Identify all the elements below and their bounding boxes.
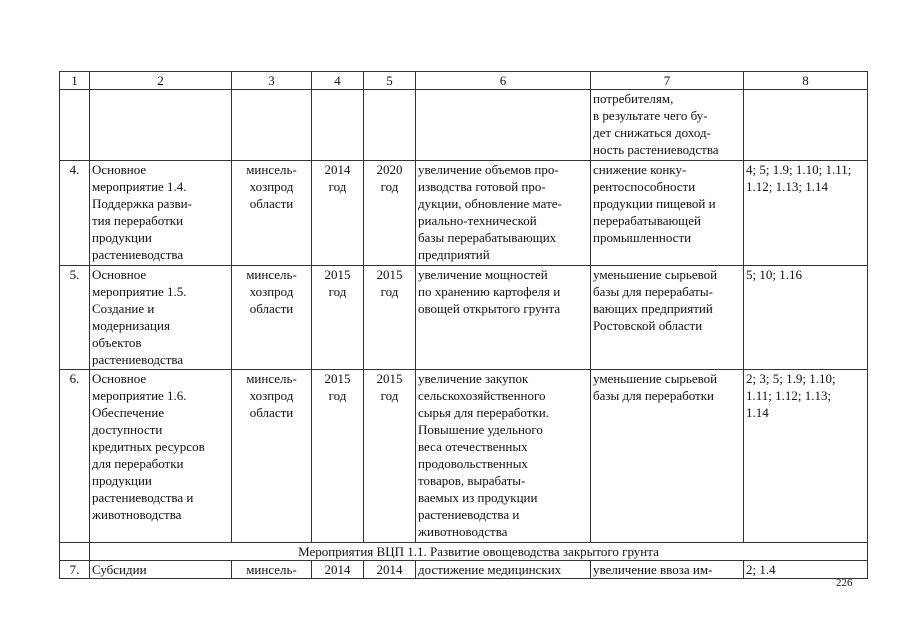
end-year-cell: 2014 <box>364 561 416 579</box>
indicators-cell: 5; 10; 1.16 <box>744 266 868 370</box>
section-title-row <box>60 543 868 561</box>
executor-cell: минсель- хозпрод области <box>232 370 312 543</box>
measures-table <box>59 71 868 579</box>
consequence-cell: уменьшение сырьевой базы для переработки <box>591 370 744 543</box>
expected-result-cell: увеличение мощностей по хранению картофеля и овощей открытого грунта <box>416 266 591 370</box>
expected-result-cell: достижение медицинских <box>416 561 591 579</box>
cell-line: ность растениеводства <box>593 142 719 157</box>
header-cell: 4 <box>312 72 364 90</box>
executor-cell: минсель- <box>232 561 312 579</box>
start-year-cell: 2014 год <box>312 161 364 266</box>
expected-result-cell: увеличение объемов про- изводства готовой про- дукции, обновление мате- риально-технической базы перерабатывающих предприятий <box>416 161 591 266</box>
continuation-effect-cell <box>591 90 744 161</box>
consequence-cell: увеличение ввоза им- <box>591 561 744 579</box>
header-row <box>60 72 868 90</box>
continuation-row <box>60 90 868 161</box>
end-year-cell: 2020 год <box>364 161 416 266</box>
cell-line: дет снижаться доход- <box>593 125 711 140</box>
row-number: 4. <box>60 161 90 266</box>
indicators-cell: 2; 3; 5; 1.9; 1.10; 1.11; 1.12; 1.13; 1.14 <box>744 370 868 543</box>
cell-line: потребителям, <box>593 91 674 106</box>
indicators-cell: 2; 1.4 <box>744 561 868 579</box>
measure-name-cell: Субсидии <box>90 561 232 579</box>
measure-name-cell: Основное мероприятие 1.5. Создание и модернизация объектов растениеводства <box>90 266 232 370</box>
header-cell: 8 <box>744 72 868 90</box>
measure-name-cell: Основное мероприятие 1.6. Обеспечение доступности кредитных ресурсов для переработки продукции растениеводства и животноводства <box>90 370 232 543</box>
header-cell: 3 <box>232 72 312 90</box>
end-year-cell: 2015 год <box>364 266 416 370</box>
section-title: Мероприятия ВЦП 1.1. Развитие овощеводства закрытого грунта <box>90 543 868 561</box>
page-number: 226 <box>836 577 853 589</box>
consequence-cell: снижение конку- рентоспособности продукции пищевой и перерабатывающей промышленности <box>591 161 744 266</box>
end-year-cell: 2015 год <box>364 370 416 543</box>
header-cell: 2 <box>90 72 232 90</box>
executor-cell: минсель- хозпрод области <box>232 161 312 266</box>
start-year-cell: 2015 год <box>312 370 364 543</box>
row-number: 7. <box>60 561 90 579</box>
row-number: 6. <box>60 370 90 543</box>
start-year-cell: 2014 <box>312 561 364 579</box>
start-year-cell: 2015 год <box>312 266 364 370</box>
header-cell: 7 <box>591 72 744 90</box>
header-cell: 1 <box>60 72 90 90</box>
header-cell: 6 <box>416 72 591 90</box>
row-number: 5. <box>60 266 90 370</box>
expected-result-cell: увеличение закупок сельскохозяйственного сырья для переработки. Повышение удельного веса отечественных продовольственных товаров, вырабаты- ваемых из продукции растениеводства и животноводства <box>416 370 591 543</box>
table-row <box>60 561 868 579</box>
table-row <box>60 161 868 266</box>
cell-line: в результате чего бу- <box>593 108 708 123</box>
table-row <box>60 370 868 543</box>
table-row <box>60 266 868 370</box>
header-cell: 5 <box>364 72 416 90</box>
consequence-cell: уменьшение сырьевой базы для перерабаты- вающих предприятий Ростовской области <box>591 266 744 370</box>
executor-cell: минсель- хозпрод области <box>232 266 312 370</box>
measure-name-cell: Основное мероприятие 1.4. Поддержка разви- тия переработки продукции растениеводства <box>90 161 232 266</box>
indicators-cell: 4; 5; 1.9; 1.10; 1.11; 1.12; 1.13; 1.14 <box>744 161 868 266</box>
